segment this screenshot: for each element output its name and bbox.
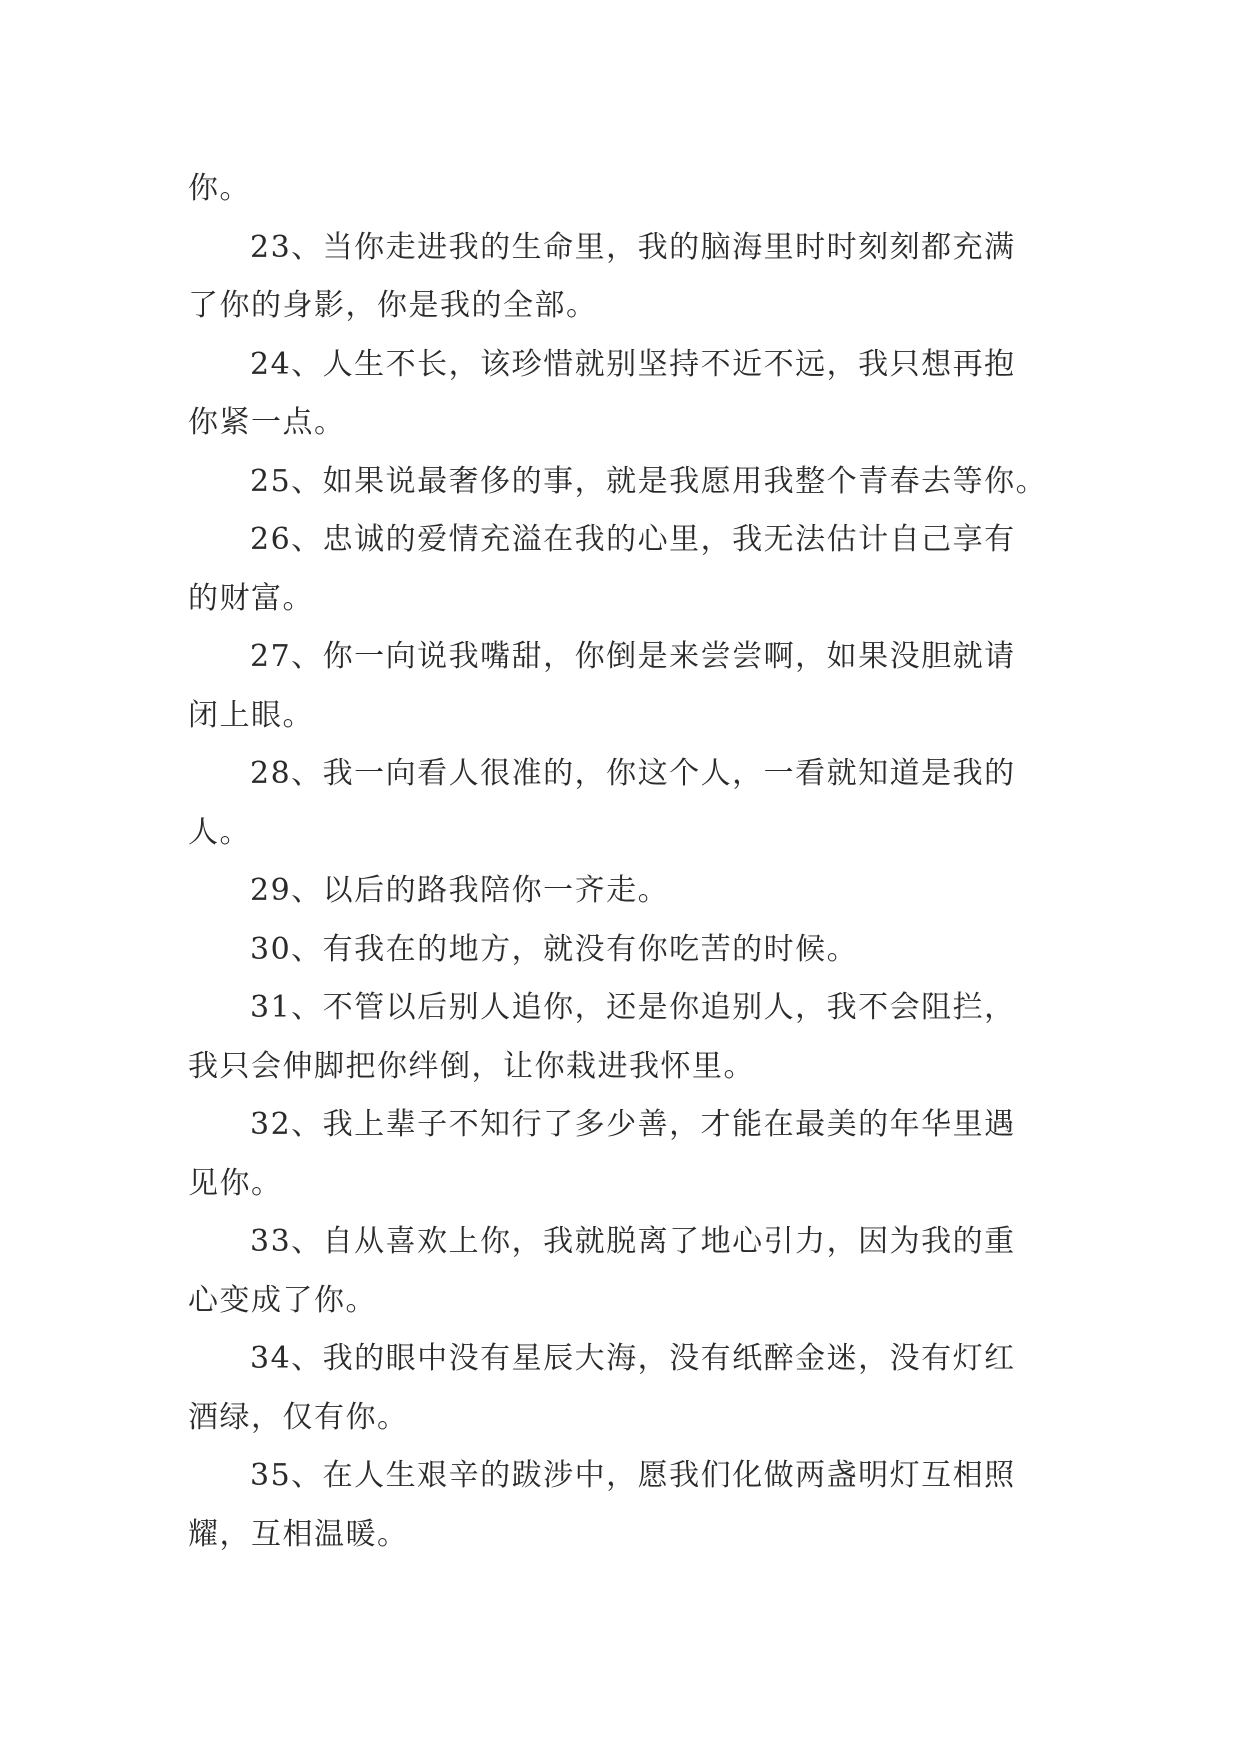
text-line: 23、当你走进我的生命里，我的脑海里时时刻刻都充满 [250,229,1016,265]
text-line: 耀，互相温暖。 [188,1516,409,1552]
text-line: 28、我一向看人很准的，你这个人，一看就知道是我的 [250,756,1016,791]
text-line: 35、在人生艰辛的跋涉中，愿我们化做两盏明灯互相照 [250,1458,1016,1493]
text-line: 你。 [188,171,251,206]
text-line: 心变成了你。 [188,1282,377,1318]
text-line: 31、不管以后别人追你，还是你追别人，我不会阻拦， [250,990,1016,1025]
text-line: 了你的身影，你是我的全部。 [188,288,598,323]
document-body [188,160,1058,1564]
text-line: 33、自从喜欢上你，我就脱离了地心引力，因为我的重 [250,1224,1016,1259]
text-line: 酒绿，仅有你。 [188,1399,409,1435]
text-line: 26、忠诚的爱情充溢在我的心里，我无法估计自己享有 [250,522,1016,557]
text-line: 29、以后的路我陪你一齐走。 [250,873,670,908]
text-line: 的财富。 [188,580,314,616]
text-line: 32、我上辈子不知行了多少善，才能在最美的年华里遇 [250,1107,1016,1142]
text-line: 30、有我在的地方，就没有你吃苦的时候。 [250,931,859,967]
text-line: 闭上眼。 [188,697,314,733]
text-line: 你紧一点。 [188,405,346,440]
text-line: 27、你一向说我嘴甜，你倒是来尝尝啊，如果没胆就请 [250,639,1016,674]
text-line: 34、我的眼中没有星辰大海，没有纸醉金迷，没有灯红 [250,1341,1016,1376]
text-line: 24、人生不长，该珍惜就别坚持不近不远，我只想再抱 [250,346,1016,382]
text-line: 见你。 [188,1165,283,1201]
text-line: 人。 [188,814,251,850]
text-line: 25、如果说最奢侈的事，就是我愿用我整个青春去等你。 [250,463,1048,499]
text-line: 我只会伸脚把你绊倒，让你栽进我怀里。 [188,1048,755,1084]
